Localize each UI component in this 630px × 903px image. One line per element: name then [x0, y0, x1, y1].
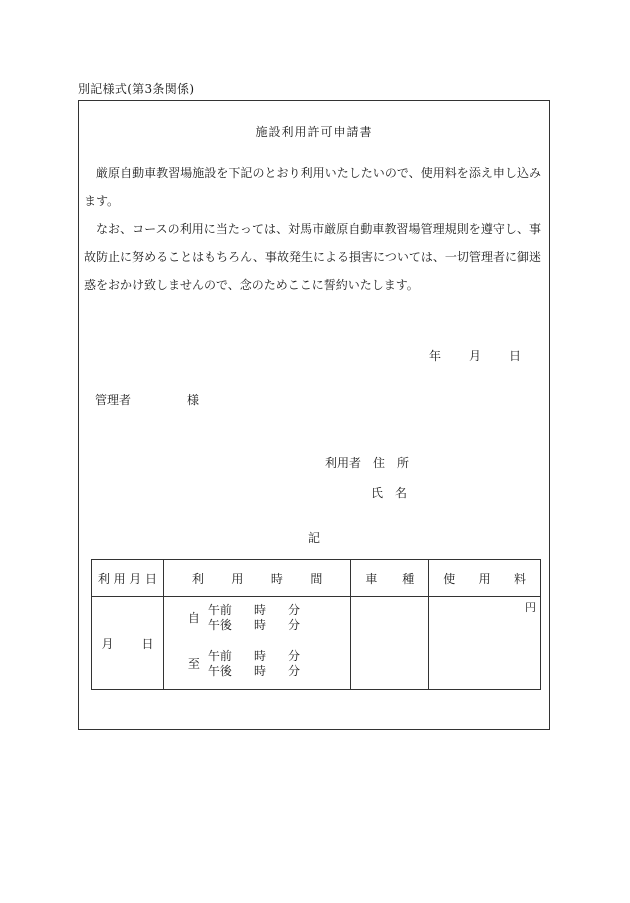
header-char: 用 — [478, 571, 491, 586]
form-reference: 別記様式(第3条関係) — [78, 82, 195, 96]
form-body — [84, 159, 541, 299]
header-usage-fee — [429, 560, 541, 597]
header-char: 種 — [402, 571, 415, 586]
name-char: 名 — [395, 486, 408, 500]
time-row-pm — [208, 618, 300, 632]
header-char: 日 — [145, 571, 158, 586]
header-vehicle-type — [351, 560, 429, 597]
pm-label: 午後 — [207, 664, 232, 678]
application-form-frame — [78, 100, 550, 730]
minute-unit: 分 — [287, 603, 300, 617]
header-char: 使 — [443, 571, 456, 586]
hour-unit: 時 — [253, 603, 266, 617]
application-paragraph: 厳原自動車教習場施設を下記のとおり利用いたしたいので、使用料を添え申し込みます。 — [84, 166, 541, 208]
header-usage-time — [163, 560, 351, 597]
minute-unit: 分 — [287, 664, 300, 678]
header-char: 用 — [231, 571, 244, 586]
header-char: 利 — [97, 571, 110, 586]
month-unit: 月 — [101, 636, 114, 651]
yen-unit: 円 — [525, 601, 536, 614]
header-char: 利 — [191, 571, 204, 586]
usage-time-cell[interactable] — [163, 597, 351, 690]
form-title: 施設利用許可申請書 — [255, 125, 373, 139]
day-label: 日 — [508, 349, 521, 363]
am-label: 午前 — [207, 649, 232, 663]
addressee-honorific: 様 — [187, 393, 200, 407]
hour-unit: 時 — [253, 649, 266, 663]
time-row-pm — [208, 664, 300, 678]
time-to-group — [188, 649, 300, 678]
header-char: 車 — [365, 571, 378, 586]
header-char: 料 — [513, 571, 526, 586]
header-char: 月 — [129, 571, 142, 586]
address-field-label — [373, 454, 409, 471]
header-char: 間 — [310, 571, 323, 586]
applicant-label: 利用者 — [325, 456, 362, 470]
usage-fee-cell[interactable] — [429, 597, 541, 690]
minute-unit: 分 — [287, 649, 300, 663]
month-label: 月 — [468, 349, 481, 363]
hour-unit: 時 — [253, 618, 266, 632]
table-row — [92, 597, 541, 690]
vehicle-type-cell[interactable] — [351, 597, 429, 690]
pm-label: 午後 — [207, 618, 232, 632]
date-line — [429, 347, 521, 364]
time-row-am — [208, 649, 300, 663]
usage-date-cell[interactable] — [92, 597, 164, 690]
header-char: 時 — [270, 571, 283, 586]
address-char: 住 — [373, 456, 386, 470]
hour-unit: 時 — [253, 664, 266, 678]
year-label: 年 — [428, 349, 441, 363]
header-usage-date — [92, 560, 164, 597]
pledge-paragraph: なお、コースの利用に当たっては、対馬市厳原自動車教習場管理規則を遵守し、事故防止に努めることはもちろん、事故発生による損害については、一切管理者に御迷惑をおかけ致しませんので、念のためここに誓約いたします。 — [84, 222, 541, 292]
table-header-row — [92, 560, 541, 597]
address-char: 所 — [397, 456, 410, 470]
am-label: 午前 — [207, 603, 232, 617]
minute-unit: 分 — [287, 618, 300, 632]
ki-heading: 記 — [307, 531, 320, 545]
applicant-name-line — [371, 484, 407, 501]
from-label: 自 — [187, 611, 200, 625]
time-row-am — [208, 603, 300, 617]
to-label: 至 — [187, 657, 200, 671]
time-from-group — [188, 603, 300, 632]
day-unit: 日 — [141, 636, 154, 651]
addressee — [95, 391, 199, 408]
usage-table — [91, 559, 541, 690]
applicant-address-line — [325, 454, 409, 471]
name-char: 氏 — [371, 486, 384, 500]
header-char: 用 — [113, 571, 126, 586]
addressee-label: 管理者 — [95, 393, 132, 407]
